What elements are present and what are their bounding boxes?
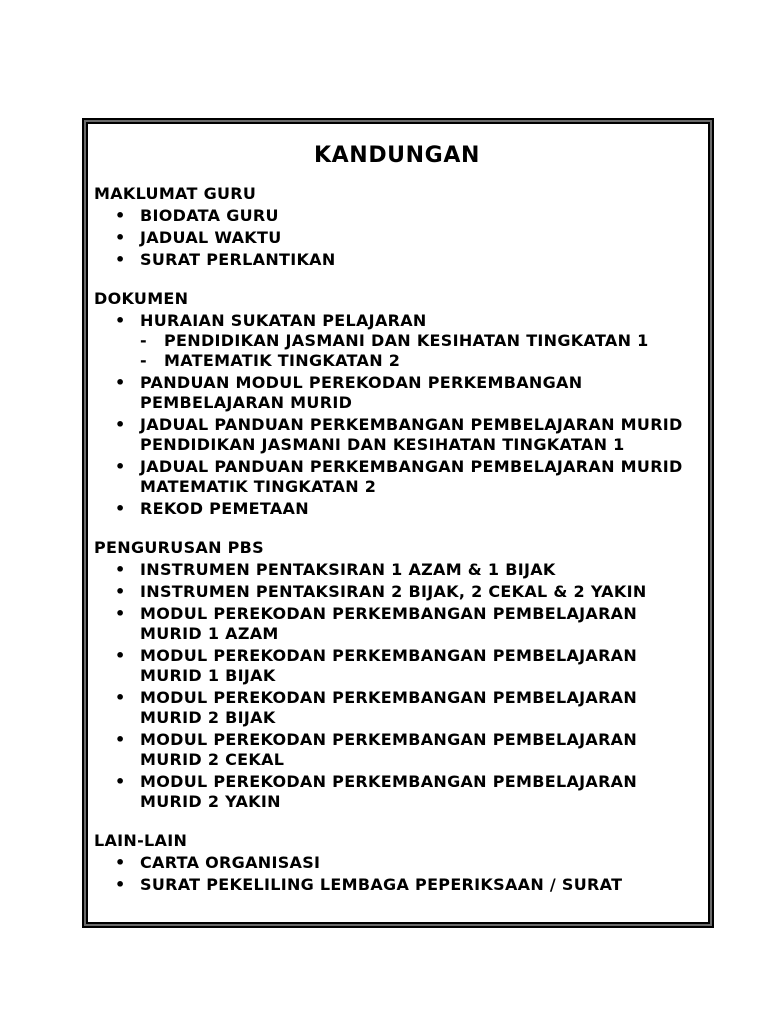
list-item-text: SURAT PERLANTIKAN [140, 250, 336, 269]
sub-list-item [140, 351, 700, 371]
item-list [94, 560, 700, 812]
dash-icon: - [140, 331, 147, 350]
bullet-icon: • [115, 206, 126, 225]
section-heading: PENGURUSAN PBS [94, 538, 264, 557]
list-item [94, 499, 700, 519]
list-item-text: PANDUAN MODUL PEREKODAN PERKEMBANGAN PEMBELAJARAN MURID [140, 373, 583, 412]
bullet-icon: • [115, 688, 126, 707]
list-item-text: JADUAL PANDUAN PERKEMBANGAN PEMBELAJARAN MURID MATEMATIK TINGKATAN 2 [140, 457, 683, 496]
bullet-icon: • [115, 772, 126, 791]
bullet-icon: • [115, 646, 126, 665]
list-item [94, 311, 700, 371]
list-item-text: JADUAL WAKTU [140, 228, 282, 247]
list-item [94, 646, 700, 686]
list-item-text: CARTA ORGANISASI [140, 853, 321, 872]
list-item-text: MODUL PEREKODAN PERKEMBANGAN PEMBELAJARAN MURID 2 YAKIN [140, 772, 638, 811]
list-item [94, 415, 700, 455]
contents-body [94, 142, 700, 914]
bullet-icon: • [115, 373, 126, 392]
list-item [94, 604, 700, 644]
section-heading: DOKUMEN [94, 289, 189, 308]
bullet-icon: • [115, 875, 126, 894]
bullet-icon: • [115, 415, 126, 434]
list-item [94, 772, 700, 812]
bullet-icon: • [115, 499, 126, 518]
list-item [94, 250, 700, 270]
section-maklumat-guru [94, 184, 700, 270]
document-frame [82, 118, 714, 928]
bullet-icon: • [115, 250, 126, 269]
sub-item-list [140, 331, 700, 371]
sub-list-item-text: PENDIDIKAN JASMANI DAN KESIHATAN TINGKATAN 1 [164, 331, 649, 350]
list-item-text: INSTRUMEN PENTAKSIRAN 1 AZAM & 1 BIJAK [140, 560, 556, 579]
list-item [94, 875, 700, 895]
section-dokumen [94, 289, 700, 519]
bullet-icon: • [115, 228, 126, 247]
list-item [94, 730, 700, 770]
list-item-text: MODUL PEREKODAN PERKEMBANGAN PEMBELAJARAN MURID 2 BIJAK [140, 688, 638, 727]
bullet-icon: • [115, 311, 126, 330]
list-item [94, 560, 700, 580]
list-item-text: BIODATA GURU [140, 206, 279, 225]
page-title: KANDUNGAN [314, 143, 480, 168]
sub-list-item [140, 331, 700, 351]
item-list [94, 206, 700, 270]
list-item-text: MODUL PEREKODAN PERKEMBANGAN PEMBELAJARAN MURID 1 BIJAK [140, 646, 638, 685]
list-item [94, 688, 700, 728]
list-item [94, 853, 700, 873]
item-list [94, 853, 700, 895]
list-item [94, 373, 700, 413]
bullet-icon: • [115, 730, 126, 749]
section-heading: MAKLUMAT GURU [94, 184, 257, 203]
section-lain-lain [94, 831, 700, 895]
document-page [86, 122, 710, 924]
list-item-text: MODUL PEREKODAN PERKEMBANGAN PEMBELAJARAN MURID 1 AZAM [140, 604, 638, 643]
section-pengurusan-pbs [94, 538, 700, 812]
item-list [94, 311, 700, 519]
section-heading: LAIN-LAIN [94, 831, 188, 850]
list-item [94, 457, 700, 497]
list-item-text: SURAT PEKELILING LEMBAGA PEPERIKSAAN / SURAT [140, 875, 623, 894]
bullet-icon: • [115, 457, 126, 476]
list-item-text: MODUL PEREKODAN PERKEMBANGAN PEMBELAJARAN MURID 2 CEKAL [140, 730, 638, 769]
bullet-icon: • [115, 582, 126, 601]
list-item [94, 582, 700, 602]
sub-list-item-text: MATEMATIK TINGKATAN 2 [164, 351, 401, 370]
bullet-icon: • [115, 853, 126, 872]
list-item-text: JADUAL PANDUAN PERKEMBANGAN PEMBELAJARAN MURID PENDIDIKAN JASMANI DAN KESIHATAN TINGKATAN 1 [140, 415, 683, 454]
bullet-icon: • [115, 560, 126, 579]
list-item-text: INSTRUMEN PENTAKSIRAN 2 BIJAK, 2 CEKAL & 2 YAKIN [140, 582, 647, 601]
dash-icon: - [140, 351, 147, 370]
bullet-icon: • [115, 604, 126, 623]
list-item [94, 228, 700, 248]
list-item-text: HURAIAN SUKATAN PELAJARAN [140, 311, 427, 330]
list-item-text: REKOD PEMETAAN [140, 499, 309, 518]
list-item [94, 206, 700, 226]
